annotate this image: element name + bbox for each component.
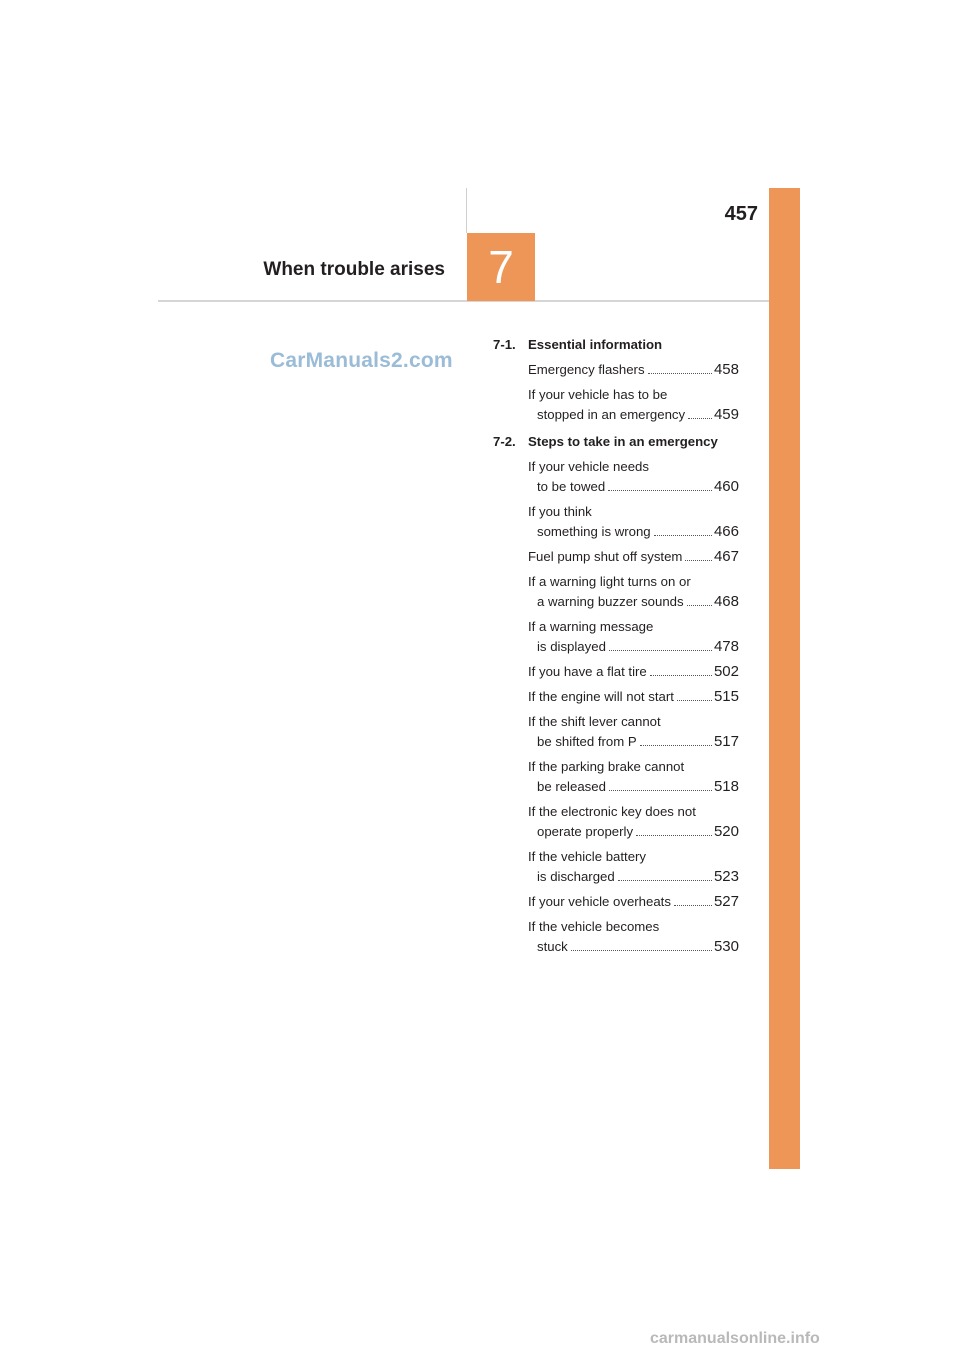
toc-entry-text: Emergency flashers — [528, 362, 645, 377]
toc-entry-text: If the vehicle battery — [528, 849, 647, 864]
dot-leader — [618, 880, 712, 881]
dot-leader — [609, 650, 712, 651]
toc-entry-text: If the engine will not start — [528, 689, 674, 704]
toc-section-heading — [493, 433, 739, 451]
toc-entry-page: 468 — [713, 593, 739, 610]
toc-section-heading — [493, 336, 739, 354]
chapter-side-tab — [769, 188, 800, 1169]
toc-entry-text: be shifted from P — [537, 734, 637, 749]
watermark: CarManuals2.com — [270, 349, 453, 372]
dot-leader — [640, 745, 712, 746]
toc-entry[interactable] — [528, 360, 739, 380]
toc-entry[interactable] — [528, 892, 739, 912]
toc-entry-page: 467 — [713, 548, 739, 565]
toc-entry-page: 502 — [713, 663, 739, 680]
toc-entry-text: a warning buzzer sounds — [537, 594, 684, 609]
toc-entry[interactable] — [528, 617, 739, 657]
toc-entry-text: If you have a flat tire — [528, 664, 647, 679]
toc-entry-text: be released — [537, 779, 606, 794]
toc-entry-text: If the electronic key does not — [528, 804, 696, 819]
toc-entry-page: 515 — [713, 688, 739, 705]
toc-entry-text: If a warning light turns on or — [528, 574, 691, 589]
toc-entry-page: 478 — [713, 638, 739, 655]
dot-leader — [654, 535, 712, 536]
toc-entry-text: is discharged — [537, 869, 615, 884]
footer-watermark: carmanualsonline.info — [650, 1330, 820, 1347]
dot-leader — [687, 605, 712, 606]
toc-entry-page: 523 — [713, 868, 739, 885]
dot-leader — [648, 373, 712, 374]
toc-entry-text: is displayed — [537, 639, 606, 654]
dot-leader — [636, 835, 712, 836]
toc-entry[interactable] — [528, 757, 739, 797]
toc-entry-text: If a warning message — [528, 619, 654, 634]
toc-entry-text: stuck — [537, 939, 568, 954]
toc-entry-text: If the vehicle becomes — [528, 919, 660, 934]
toc-entry-text: If your vehicle needs — [528, 459, 649, 474]
toc-entry-page: 458 — [713, 361, 739, 378]
toc-section — [493, 433, 739, 957]
toc-entry[interactable] — [528, 847, 739, 887]
page-number: 457 — [724, 203, 758, 225]
header-divider-vertical — [466, 188, 467, 233]
toc-entry[interactable] — [528, 802, 739, 842]
toc-entry-text: Fuel pump shut off system — [528, 549, 683, 564]
toc-entry-text: If the shift lever cannot — [528, 714, 661, 729]
dot-leader — [674, 905, 712, 906]
toc-entry-text: something is wrong — [537, 524, 651, 539]
dot-leader — [685, 560, 712, 561]
toc-entry-page: 518 — [713, 778, 739, 795]
toc-entry[interactable] — [528, 385, 739, 425]
toc-section-number: 7-1. — [493, 337, 516, 352]
table-of-contents — [493, 336, 739, 965]
header-divider-horizontal — [158, 300, 769, 302]
toc-section — [493, 336, 739, 425]
toc-entry[interactable] — [528, 917, 739, 957]
toc-entry-text: If your vehicle overheats — [528, 894, 671, 909]
toc-entry[interactable] — [528, 687, 739, 707]
toc-entry[interactable] — [528, 712, 739, 752]
toc-entry-page: 460 — [713, 478, 739, 495]
toc-entry-page: 459 — [713, 406, 739, 423]
toc-section-number: 7-2. — [493, 434, 516, 449]
toc-entry[interactable] — [528, 547, 739, 567]
toc-entry-text: If you think — [528, 504, 592, 519]
dot-leader — [609, 790, 712, 791]
toc-entry-page: 530 — [713, 938, 739, 955]
chapter-title: When trouble arises — [263, 259, 445, 280]
toc-section-title: Essential information — [528, 337, 663, 352]
toc-entry-page: 466 — [713, 523, 739, 540]
dot-leader — [650, 675, 712, 676]
toc-entry-text: stopped in an emergency — [537, 407, 686, 422]
toc-entry-page: 527 — [713, 893, 739, 910]
toc-entry[interactable] — [528, 457, 739, 497]
toc-entry[interactable] — [528, 572, 739, 612]
chapter-number-box: 7 — [467, 233, 535, 301]
toc-entry-text: If the parking brake cannot — [528, 759, 685, 774]
dot-leader — [608, 490, 712, 491]
toc-entry-text: operate properly — [537, 824, 634, 839]
toc-entry-page: 517 — [713, 733, 739, 750]
toc-entry-text: to be towed — [537, 479, 606, 494]
dot-leader — [571, 950, 712, 951]
toc-entry-text: If your vehicle has to be — [528, 387, 668, 402]
dot-leader — [677, 700, 712, 701]
dot-leader — [688, 418, 712, 419]
toc-entry[interactable] — [528, 502, 739, 542]
toc-entry[interactable] — [528, 662, 739, 682]
toc-section-title: Steps to take in an emergency — [528, 434, 718, 449]
toc-entry-page: 520 — [713, 823, 739, 840]
